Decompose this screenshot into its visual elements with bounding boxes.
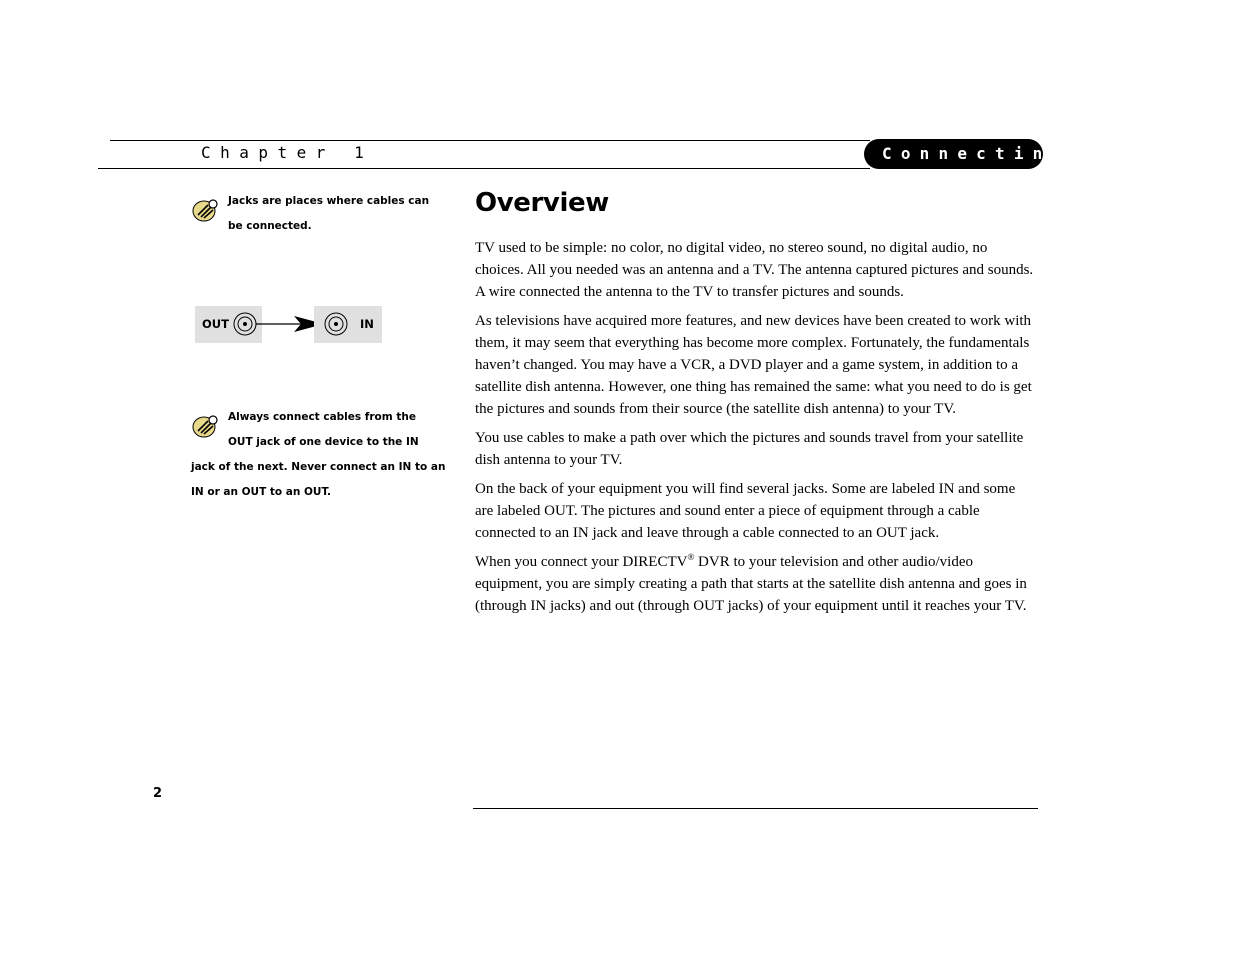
section-tab: Connecting bbox=[864, 139, 1043, 169]
note-connect-line-4: IN or an OUT to an OUT. bbox=[191, 486, 331, 498]
paragraph: TV used to be simple: no color, no digital video, no stereo sound, no digital audio, no choices. All you needed was an antenna and a TV. The antenna captured pictures and sounds. A wire connected the antenna to the TV to transfer pictures and sounds. bbox=[475, 240, 1034, 300]
paragraph: On the back of your equipment you will find several jacks. Some are labeled IN and some are labeled OUT. The pictures and sound enter a piece of equipment through a cable connected to an IN jack and leave through a cable connected to an OUT jack. bbox=[475, 481, 1016, 541]
note-connect-line-2: OUT jack of one device to the IN bbox=[228, 436, 419, 448]
header-top-rule bbox=[110, 140, 870, 141]
note-connect-line-1: Always connect cables from the bbox=[228, 411, 416, 423]
in-jack-label: IN bbox=[360, 317, 374, 331]
paragraph-rest: DVR to your television and other audio/video equipment, you are simply creating a path that starts at the satellite dish antenna and goes in (through IN jacks) and out (through OUT jacks) of your equipment until it reaches your TV. bbox=[475, 554, 1027, 614]
paragraph-start: When you connect your DIRECTV bbox=[475, 554, 688, 570]
paragraph: You use cables to make a path over which the pictures and sounds travel from your satellite dish antenna to your TV. bbox=[475, 430, 1024, 468]
coax-jack-icon bbox=[232, 311, 258, 337]
page-number: 2 bbox=[153, 786, 163, 801]
paragraph bbox=[475, 551, 1037, 617]
paragraph: As televisions have acquired more features, and new devices have been created to work with them, it may seem that everything has become more complex. Fortunately, the fundamentals haven’t changed. You may have a VCR, a DVD player and a game system, in addition to a satellite dish antenna. However, one thing has remained the same: what you need to do is get the pictures and sounds from their source (the satellite dish antenna) to your TV. bbox=[475, 313, 1032, 417]
header-bottom-rule bbox=[98, 168, 870, 169]
chapter-label: Chapter 1 bbox=[201, 143, 374, 162]
note-jacks-line-1: Jacks are places where cables can bbox=[228, 195, 430, 207]
body-text bbox=[475, 237, 1037, 624]
note-hand-icon bbox=[192, 197, 220, 223]
page-title: Overview bbox=[475, 188, 609, 218]
in-jack bbox=[314, 306, 382, 343]
registered-mark: ® bbox=[687, 552, 695, 562]
footer-rule bbox=[473, 808, 1038, 809]
note-connect-line-3: jack of the next. Never connect an IN to an bbox=[191, 461, 446, 473]
coax-jack-icon bbox=[323, 311, 349, 337]
note-hand-icon bbox=[192, 413, 220, 439]
out-jack bbox=[195, 306, 262, 343]
note-jacks-line-2: be connected. bbox=[228, 220, 312, 232]
out-jack-label: OUT bbox=[202, 317, 229, 331]
